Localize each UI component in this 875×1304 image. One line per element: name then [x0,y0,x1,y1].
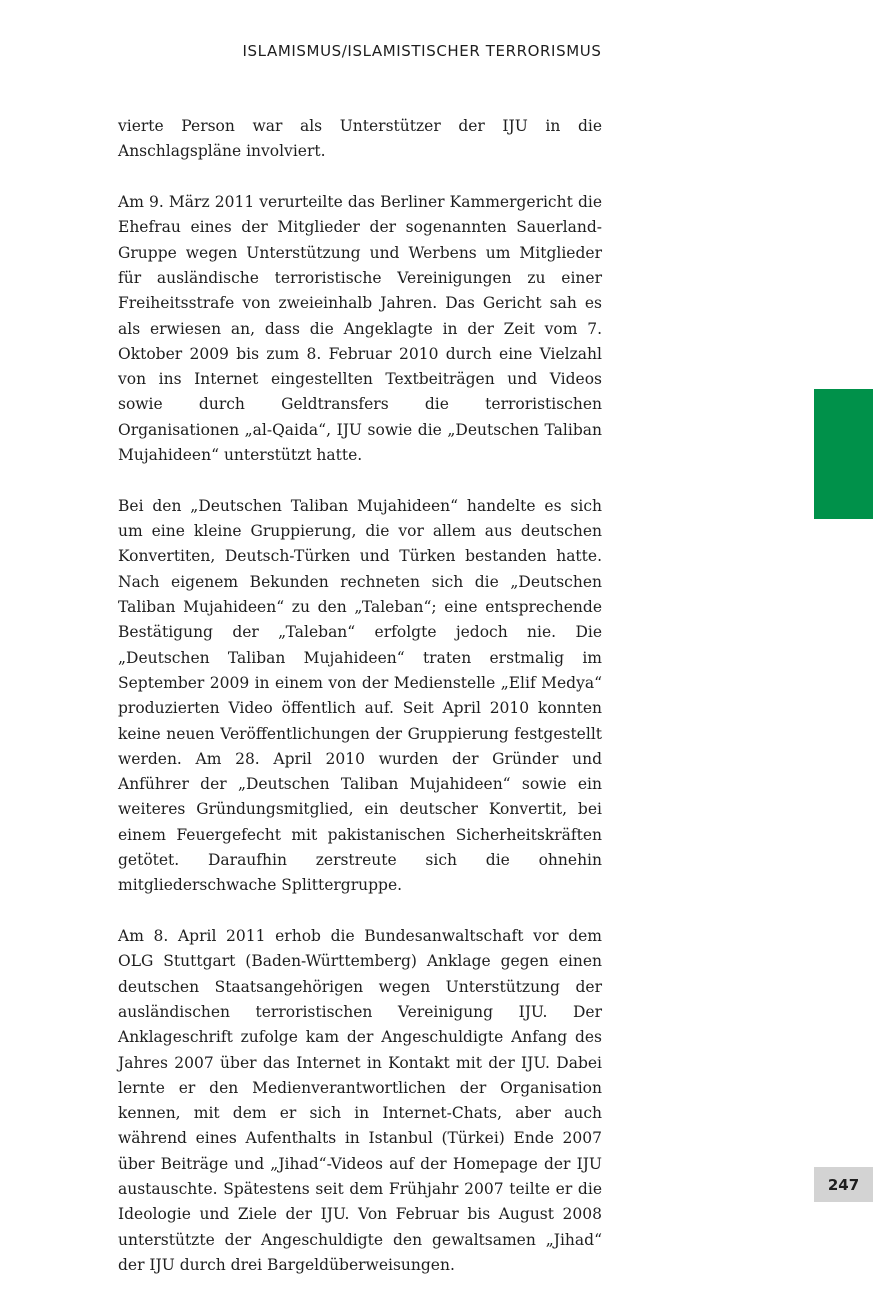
section-tab [814,389,873,519]
running-header: ISLAMISMUS/ISLAMISTISCHER TERRORISMUS [242,42,602,60]
paragraph: vierte Person war als Unterstützer der IJU in die Anschlagspläne involviert. [118,117,602,161]
body-text [118,114,602,1304]
paragraph: Bei den „Deutschen Taliban Mujahideen“ handelte es sich um eine kleine Gruppierung, die vor allem aus deutschen Konvertiten, Deutsch-Türken und Türken bestanden hatte. Nach eigenem Bekunden rechneten sich die „Deutschen Taliban Mujahideen“ zu den „Taleban“; eine entsprechende Bestätigung der „Taleban“ erfolgte jedoch nie. Die „Deutschen Taliban Mujahideen“ traten erstmalig im September 2009 in einem von der Medienstelle „Elif Medya“ produzierten Video öffentlich auf. Seit April 2010 konnten keine neuen Veröffentlichungen der Gruppierung festgestellt werden. Am 28. April 2010 wurden der Gründer und Anführer der „Deutschen Taliban Mujahideen“ sowie ein weiteres Gründungsmitglied, ein deutscher Konvertit, bei einem Feuergefecht mit pakistanischen Sicherheitskräften getötet. Daraufhin zerstreute sich die ohnehin mitgliederschwache Splittergruppe. [118,496,602,895]
paragraph: Am 9. März 2011 verurteilte das Berliner Kammergericht die Ehefrau eines der Mitglieder der sogenannten Sauerland-Gruppe wegen Unterstützung und Werbens um Mitglieder für ausländische terroristische Vereinigungen zu einer Freiheitsstrafe von zweieinhalb Jahren. Das Gericht sah es als erwiesen an, dass die Angeklagte in der Zeit vom 7. Oktober 2009 bis zum 8. Februar 2010 durch eine Vielzahl von ins Internet eingestellten Textbeiträgen und Videos sowie durch Geldtransfers die terroristischen Organisationen „al-Qaida“, IJU sowie die „Deutschen Taliban Mujahideen“ unterstützt hatte. [118,193,602,465]
page-number: 247 [814,1167,873,1202]
paragraph: Am 8. April 2011 erhob die Bundesanwaltschaft vor dem OLG Stuttgart (Baden-Württemberg) Anklage gegen einen deutschen Staatsangehörigen wegen Unterstützung der ausländischen terroristischen Vereinigung IJU. Der Anklageschrift zufolge kam der Angeschuldigte Anfang des Jahres 2007 über das Internet in Kontakt mit der IJU. Dabei lernte er den Medienverantwortlichen der Organisation kennen, mit dem er sich in Internet-Chats, aber auch während eines Aufenthalts in Istanbul (Türkei) Ende 2007 über Beiträge und „Jihad“-Videos auf der Homepage der IJU austauschte. Spätestens seit dem Frühjahr 2007 teilte er die Ideologie und Ziele der IJU. Von Februar bis August 2008 unterstützte der Angeschuldigte den gewaltsamen „Jihad“ der IJU durch drei Bargeldüberweisungen. [118,927,602,1274]
